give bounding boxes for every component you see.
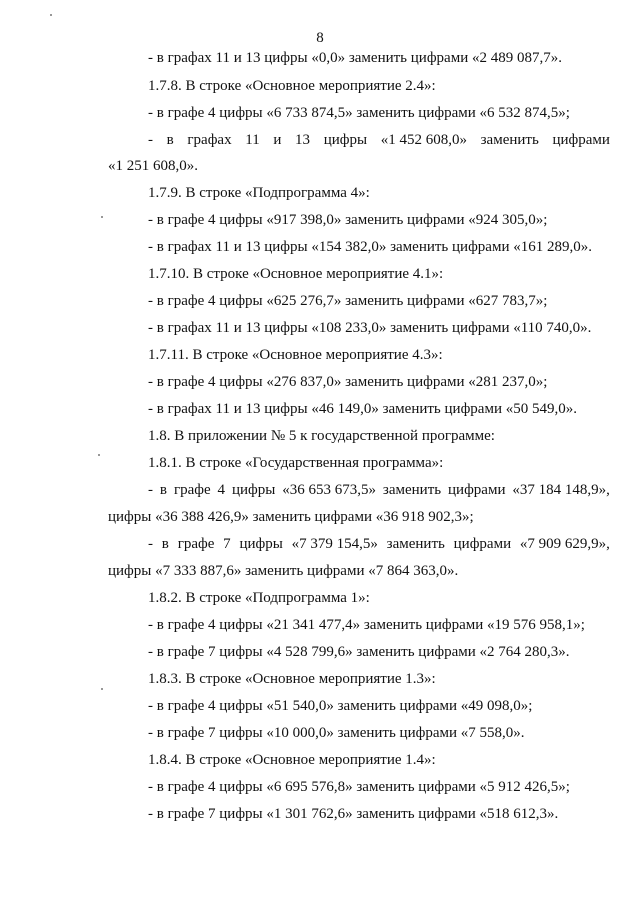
text-line: - в графах 11 и 13 цифры «108 233,0» заменить цифрами «110 740,0». (148, 320, 592, 336)
word: в (166, 132, 174, 148)
text-line: - в графе 4 цифры «917 398,0» заменить цифрами «924 305,0»; (148, 212, 548, 228)
text-line: - в графах 11 и 13 цифры «0,0» заменить цифрами «2 489 087,7». (148, 50, 562, 66)
scan-speck (98, 454, 100, 456)
text-line: цифры «36 388 426,9» заменить цифрами «36 918 902,3»; (108, 509, 474, 525)
text-line: - в графе 7 цифры «4 528 799,6» заменить цифрами «2 764 280,3». (148, 644, 570, 660)
word: графе (177, 536, 215, 552)
word: цифрами (453, 536, 512, 552)
section-heading: 1.7.8. В строке «Основное мероприятие 2.4»: (148, 78, 436, 94)
text-line: - в графах 11 и 13 цифры «154 382,0» заменить цифрами «161 289,0». (148, 239, 592, 255)
text-line-justified (148, 535, 610, 553)
text-line: - в графах 11 и 13 цифры «46 149,0» заменить цифрами «50 549,0». (148, 401, 577, 417)
text-line: - в графе 7 цифры «10 000,0» заменить цифрами «7 558,0». (148, 725, 525, 741)
text-line: «1 251 608,0». (108, 158, 198, 174)
text-line: цифры «7 333 887,6» заменить цифрами «7 864 363,0». (108, 563, 459, 579)
word: графах (187, 132, 232, 148)
word: заменить (386, 536, 445, 552)
section-heading: 1.7.10. В строке «Основное мероприятие 4.1»: (148, 266, 444, 282)
word: - (148, 132, 153, 148)
word: - (148, 482, 153, 498)
word: в (159, 482, 168, 498)
word: «37 184 148,9», (512, 482, 610, 498)
word: цифрами (552, 132, 610, 148)
word: цифры (231, 482, 276, 498)
word: «7 379 154,5» (291, 536, 378, 552)
word: 11 (245, 132, 260, 148)
word: «1 452 608,0» (380, 132, 467, 148)
word: и (273, 132, 282, 148)
text-line: - в графе 4 цифры «21 341 477,4» заменить цифрами «19 576 958,1»; (148, 617, 585, 633)
word: «36 653 673,5» (282, 482, 376, 498)
scan-speck (101, 216, 103, 218)
section-heading: 1.8.4. В строке «Основное мероприятие 1.4»: (148, 752, 436, 768)
section-heading: 1.8.3. В строке «Основное мероприятие 1.3»: (148, 671, 436, 687)
word: в (161, 536, 169, 552)
word: графе (173, 482, 211, 498)
word: 4 (217, 482, 226, 498)
section-heading: 1.8. В приложении № 5 к государственной программе: (148, 428, 495, 444)
word: 7 (223, 536, 231, 552)
text-line-justified (148, 481, 610, 499)
word: - (148, 536, 153, 552)
text-line: - в графе 4 цифры «276 837,0» заменить цифрами «281 237,0»; (148, 374, 548, 390)
word: 13 (295, 132, 311, 148)
section-heading: 1.7.9. В строке «Подпрограмма 4»: (148, 185, 370, 201)
section-heading: 1.8.2. В строке «Подпрограмма 1»: (148, 590, 370, 606)
text-line: - в графе 7 цифры «1 301 762,6» заменить цифрами «518 612,3». (148, 806, 559, 822)
text-line: - в графе 4 цифры «6 733 874,5» заменить цифрами «6 532 874,5»; (148, 105, 570, 121)
word: цифры (239, 536, 283, 552)
text-line: - в графе 4 цифры «625 276,7» заменить цифрами «627 783,7»; (148, 293, 548, 309)
word: цифрами (448, 482, 506, 498)
word: «7 909 629,9», (519, 536, 610, 552)
scan-speck (50, 14, 52, 16)
text-line-justified (148, 131, 610, 149)
word: заменить (382, 482, 442, 498)
text-line: - в графе 4 цифры «51 540,0» заменить цифрами «49 098,0»; (148, 698, 533, 714)
word: заменить (480, 132, 539, 148)
word: цифры (323, 132, 368, 148)
section-heading: 1.7.11. В строке «Основное мероприятие 4.3»: (148, 347, 443, 363)
scan-speck (101, 688, 103, 690)
page-number: 8 (316, 30, 324, 46)
section-heading: 1.8.1. В строке «Государственная программа»: (148, 455, 444, 471)
text-line: - в графе 4 цифры «6 695 576,8» заменить цифрами «5 912 426,5»; (148, 779, 570, 795)
